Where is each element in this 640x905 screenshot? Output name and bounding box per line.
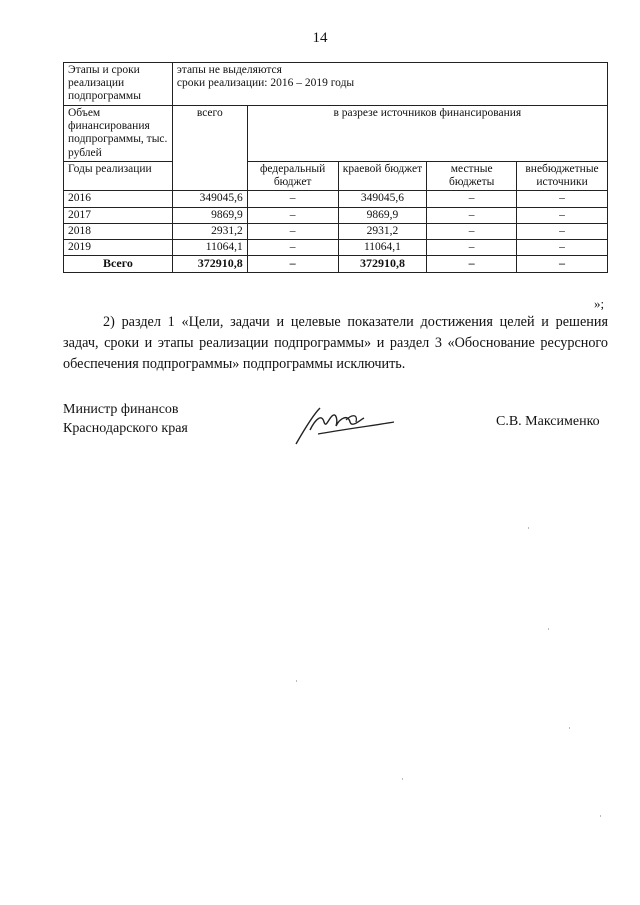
stages-row — [64, 63, 608, 106]
extra-cell: – — [517, 207, 608, 223]
total-cell: 2931,2 — [172, 223, 247, 239]
regional-cell: 11064,1 — [338, 239, 427, 255]
amendment-paragraph: 2) раздел 1 «Цели, задачи и целевые показатели достижения целей и решения задач, сроки и этапы реализации подпрограммы» и раздел 3 «Обоснование ресурсного обеспечения подпрограммы» подпрограммы исключить. — [63, 314, 608, 372]
page-number: 14 — [312, 30, 328, 46]
scan-speck — [528, 527, 529, 529]
col-local-header: местные бюджеты — [427, 161, 517, 190]
federal-cell: – — [247, 191, 338, 207]
sources-header: в разрезе источников финансирования — [247, 106, 607, 162]
regional-cell: 2931,2 — [338, 223, 427, 239]
local-cell: – — [427, 207, 517, 223]
scan-speck — [600, 815, 601, 817]
total-row-federal: – — [247, 256, 338, 273]
header-row-sources — [64, 106, 608, 162]
volume-label: Объем финансирования подпрограммы, тыс. рублей — [64, 106, 173, 162]
regional-cell: 9869,9 — [338, 207, 427, 223]
total-header: всего — [172, 106, 247, 191]
total-row-regional: 372910,8 — [338, 256, 427, 273]
total-cell: 9869,9 — [172, 207, 247, 223]
total-cell: 349045,6 — [172, 191, 247, 207]
stages-line-2: сроки реализации: 2016 – 2019 годы — [176, 77, 355, 90]
local-cell: – — [427, 239, 517, 255]
federal-cell: – — [247, 207, 338, 223]
stages-value — [172, 63, 607, 106]
total-row-extra: – — [517, 256, 608, 273]
federal-cell: – — [247, 223, 338, 239]
federal-cell: – — [247, 239, 338, 255]
local-cell: – — [427, 191, 517, 207]
total-row-local: – — [427, 256, 517, 273]
handwritten-signature — [290, 400, 400, 450]
scan-speck — [296, 680, 297, 682]
year-cell: 2018 — [64, 223, 173, 239]
table-row — [64, 223, 608, 239]
total-row-label: Всего — [64, 256, 173, 273]
financing-table — [63, 62, 608, 273]
year-cell: 2019 — [64, 239, 173, 255]
extra-cell: – — [517, 239, 608, 255]
extra-cell: – — [517, 191, 608, 207]
total-row-total: 372910,8 — [172, 256, 247, 273]
scan-speck — [548, 628, 549, 630]
stages-line-1: этапы не выделяются — [176, 64, 282, 76]
year-cell: 2016 — [64, 191, 173, 207]
scan-speck — [402, 778, 403, 780]
scan-speck — [569, 727, 570, 729]
signatory-title — [63, 400, 188, 438]
signatory-title-line-1: Министр финансов — [63, 402, 179, 417]
table-row — [64, 207, 608, 223]
signatory-name: С.В. Максименко — [496, 414, 600, 429]
stages-label: Этапы и сроки реализации подпрограммы — [64, 63, 173, 106]
years-label: Годы реализации — [64, 161, 173, 190]
header-row-columns — [64, 161, 608, 190]
table-row — [64, 191, 608, 207]
col-extra-header: внебюджетные источники — [517, 161, 608, 190]
total-cell: 11064,1 — [172, 239, 247, 255]
table-row — [64, 239, 608, 255]
total-row — [64, 256, 608, 273]
local-cell: – — [427, 223, 517, 239]
closing-quote: »; — [594, 296, 605, 311]
regional-cell: 349045,6 — [338, 191, 427, 207]
year-cell: 2017 — [64, 207, 173, 223]
col-federal-header: федеральный бюджет — [247, 161, 338, 190]
col-regional-header: краевой бюджет — [338, 161, 427, 190]
signatory-title-line-2: Краснодарского края — [63, 421, 188, 436]
extra-cell: – — [517, 223, 608, 239]
